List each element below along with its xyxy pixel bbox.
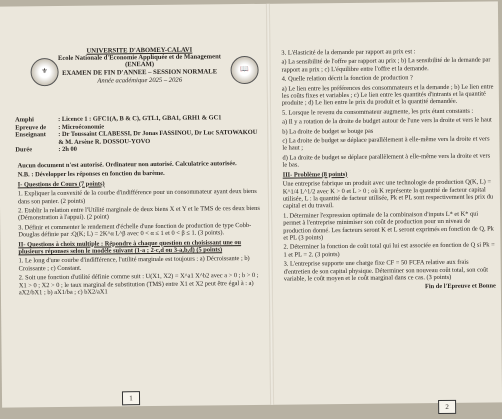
- school-name: Ecole Nationale d'Economie Appliquée et de Management (ENEAM): [57, 53, 221, 69]
- mcq-1: 1. Le long d'une courbe d'indifférence, l'utilité marginale est toujours : a) Décroissante ; b) Croissante ; c) Constant.: [18, 255, 250, 273]
- section-problem: III- Problème (8 points): [282, 170, 348, 179]
- university-logo-icon: ⚜: [30, 58, 58, 86]
- end-note: Fin de l'Epreuve et Bonne: [424, 282, 496, 291]
- note-nb: N.B. : Développer les réponses en fonction du barème.: [17, 170, 165, 179]
- exam-sheet: [0, 1, 502, 411]
- question-2: 2. Etablir la relation entre l'Utilité marginale de deux biens X et Y et le TMS de ces deux biens (Démonstration à l'appui). (2 point): [18, 204, 260, 222]
- problem-statement: Une entreprise fabrique un produit avec une technologie de production Q(K, L) = K^1/4 L^1/2 avec K > 0 et L > 0 ; où K représente la quantité de facteur capital utilisée, L : la quantité de facteur utilisée, Pk et PL sont respectivement les prix du capital et du travail.: [282, 178, 494, 210]
- question-3: 3. Définir et commenter le rendement d'échelle d'une fonction de production de type Cobb-Douglas définie par :Q(K; L) = 2K^α L^β avec 0 < α ≤ 1 et 0 < β ≤ 1. (3 points).: [18, 221, 252, 239]
- duree-value: : 2h 00: [58, 146, 77, 154]
- mcq-4: 4. Quelle relation décrit la fonction de production ?: [281, 74, 413, 83]
- epreuve-value: : Microéconomie: [58, 123, 105, 131]
- problem-q1: 1. Déterminer l'expression optimale de la combinaison d'inputs L* et K* qui permet à l'entreprise minimiser son coût de production pour un niveau de production donné. Les facteurs seront K et L seront exprimés en fonction de Q, Pk et PL (3 points): [283, 210, 494, 242]
- mcq-2: 2. Soit une fonction d'utilité définie comme suit : U(X1, X2) = X^a1 X^b2 avec a > 0 ; b > 0 ; X1 > 0 ; X2 > 0 ; le taux marginal de substitution (TMS) entre X1 et X2 peut être égal à : a) aX2/bX1 ; b) aX1/ba ; c) bX2/aX1: [18, 272, 259, 297]
- mcq-5-option-d: d) La droite de budget se déplace parallèlement à elle-même vers la droite et vers le bas.: [282, 152, 491, 169]
- note-documents: Aucun document n'est autorisé. Ordinateur non autorisé. Calculatrice autorisée.: [17, 160, 237, 170]
- exam-title: EXAMEN DE FIN D'ANNEE – SESSION NORMALE: [62, 67, 218, 77]
- enseignant-value: : Dr Toussaint CLABESSI, Dr Jonas FASSINOU, Dr Luc SATOWAKOU & M. Arsène R. DOSSOU-YOVO: [58, 129, 258, 146]
- school-logo-icon: 📖: [230, 56, 258, 84]
- problem-q2: 2. Déterminer la fonction de coût total qui lui est associée en fonction de Q si Pk = 1 et PL = 2. (3 points): [283, 241, 495, 259]
- right-body: [281, 47, 496, 294]
- question-1: 1. Expliquer la convexité de la courbe d'indifférence pour un consommateur ayant deux biens dans son panier. (2 points): [17, 188, 257, 206]
- right-page: [273, 1, 499, 411]
- mcq-5-option-c: c) La droite de budget se déplace parallèlement à elle-même vers la droite et vers le haut ;: [282, 135, 490, 153]
- problem-q3: 3. L'entreprise supporte une charge fixe CF = 50 FCFA relative aux frais d'entretien de son capital physique. Déterminer son nouveau coût total, son coût variable, le coût moyen et le coût marginal dans ce cas. (3 points): [283, 258, 489, 283]
- mcq-5-option-a: a) Il y a rotation de la droite de budget autour de l'une vers la droite et vers le haut: [282, 116, 492, 126]
- left-body: [18, 160, 265, 299]
- duree-key: Durée: [15, 146, 33, 154]
- mcq-4-options: a) Le lien entre les préférences des consommateurs et la demande ; b) Le lien entre les coûts fixes et variables ; c) Le lien entre les quantités d'intrants et la quantité produite ; d) Le lien entre le prix du produit et la quantité demandée.: [281, 83, 494, 108]
- mcq-5: 5. Lorsque le revenu du consommateur augmente, les prix étant constants :: [282, 107, 474, 117]
- mcq-5-option-b: b) La droite de budget se bouge pas: [282, 127, 374, 136]
- ampli-key: Amphi: [15, 116, 34, 124]
- mcq-3-options: a) La sensibilité de l'offre par rapport au prix ; b) La sensibilité de la demande par rapport au prix ; c) L'équilibre entre l'offre et la demande.: [281, 56, 491, 74]
- academic-year: Année académique 2025 – 2026: [97, 76, 183, 85]
- section-mcq: II- Questions à choix multiple : Répondre à chaque question en choisissant une ou plusieurs réponses selon le modèle suivant (1-a ; 2-c,d ou 3-a,b,d) (5 points): [18, 238, 242, 256]
- exam-header: [55, 46, 223, 85]
- page-number-2: 2: [438, 400, 456, 414]
- enseignant-key: Enseignant: [15, 131, 46, 139]
- epreuve-key: Epreuve de: [15, 123, 47, 132]
- university-name: UNIVERSITE D'ABOMEY-CALAVI: [86, 46, 193, 55]
- page-number-1: 1: [122, 391, 140, 405]
- exam-meta: [15, 114, 261, 155]
- left-page: [0, 4, 266, 408]
- ampli-value: : Licence 1 : GFC1(A, B & C), GTL1, GBA1, GRH1 & GC1: [58, 114, 222, 124]
- section-course-questions: I- Questions de Cours (7 points): [17, 180, 105, 189]
- mcq-3: 3. L'élasticité de la demande par rapport au prix est :: [281, 48, 416, 57]
